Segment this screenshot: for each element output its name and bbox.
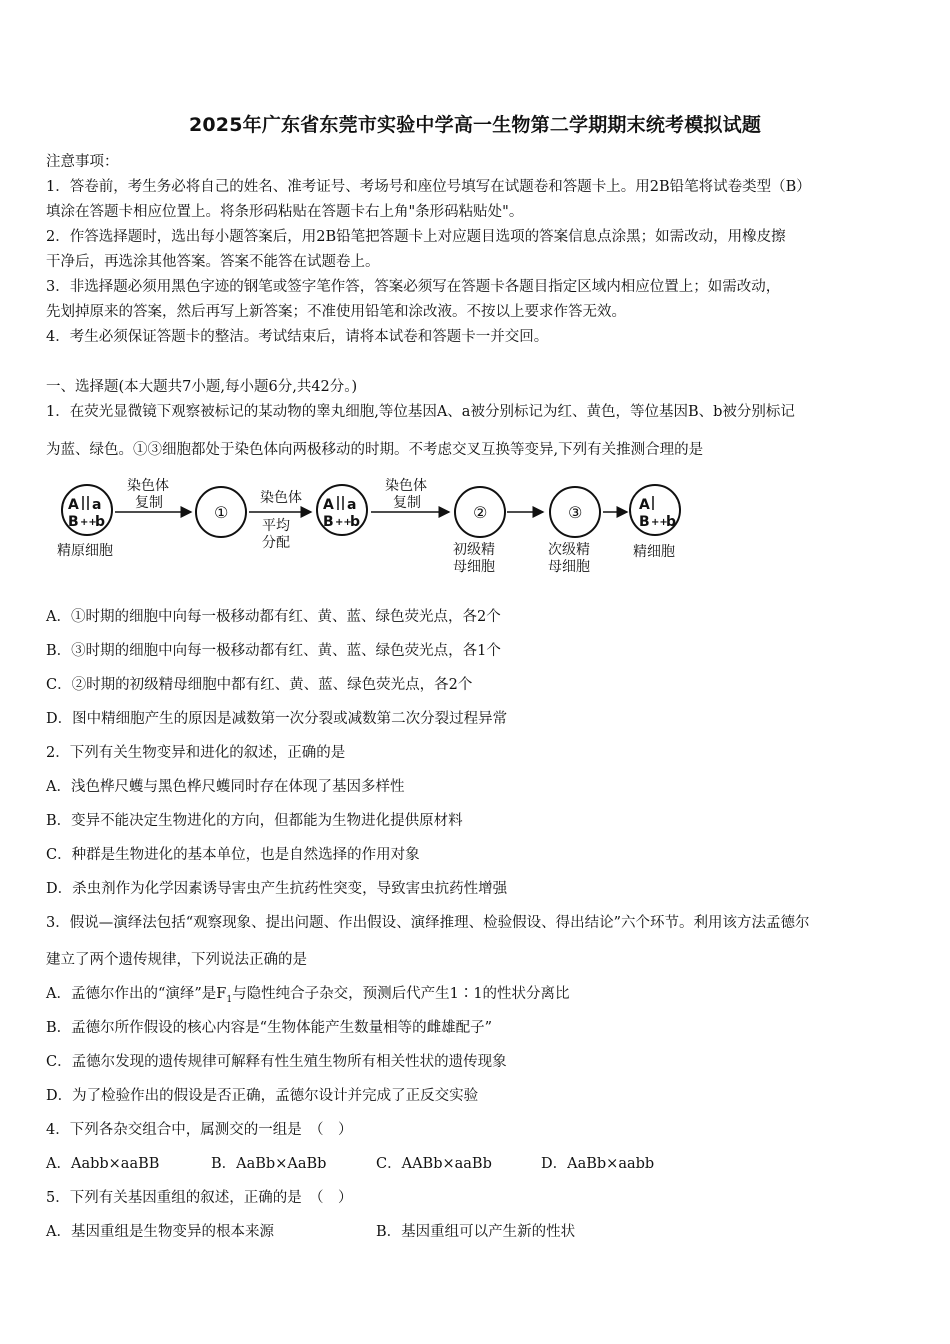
label-spermatogonium: 精原细胞 (57, 543, 113, 559)
arrow-label: 分配 (262, 535, 290, 551)
gene-label: B (323, 514, 334, 530)
label-secondary: 母细胞 (548, 559, 590, 575)
q5-stem: 5．下列有关基因重组的叙述，正确的是 （ ） (46, 1190, 353, 1206)
q4-option-a: A．Aabb×aaBB (46, 1156, 160, 1172)
label-sperm: 精细胞 (633, 544, 675, 560)
page-title: 2025年广东省东莞市实验中学高一生物第二学期期末统考模拟试题 (188, 114, 762, 136)
svg-text:++: ++ (651, 517, 668, 528)
notice-line: 先划掉原来的答案，然后再写上新答案；不准使用铅笔和涂改液。不按以上要求作答无效。 (46, 304, 626, 320)
arrow-label: 染色体 (385, 478, 427, 494)
gene-label: a (92, 497, 102, 513)
q1-option-b: B．③时期的细胞中向每一极移动都有红、黄、蓝、绿色荧光点，各1个 (46, 643, 501, 659)
gene-label: b (666, 514, 677, 530)
q5-option-a: A．基因重组是生物变异的根本来源 (46, 1224, 274, 1240)
svg-text:++: ++ (335, 517, 352, 528)
svg-text:++: ++ (80, 517, 97, 528)
q3-stem: 建立了两个遗传规律，下列说法正确的是 (46, 952, 307, 968)
notice-line: 干净后，再选涂其他答案。答案不能答在试题卷上。 (46, 254, 380, 270)
q1-option-d: D．图中精细胞产生的原因是减数第一次分裂或减数第二次分裂过程异常 (46, 711, 508, 727)
meiosis-diagram (55, 470, 705, 582)
q2-stem: 2．下列有关生物变异和进化的叙述，正确的是 (46, 745, 346, 761)
q2-option-d: D．杀虫剂作为化学因素诱导害虫产生抗药性突变，导致害虫抗药性增强 (46, 881, 508, 897)
arrow-label: 复制 (135, 495, 163, 511)
notice-line: 2．作答选择题时，选出每小题答案后，用2B铅笔把答题卡上对应题目选项的答案信息点涂黑；如需改动，用橡皮擦 (46, 229, 786, 245)
q4-option-c: C．AABb×aaBb (376, 1156, 492, 1172)
notice-line: 3．非选择题必须用黑色字迹的钢笔或签字笔作答，答案必须写在答题卡各题目指定区域内相应位置上；如需改动， (46, 279, 781, 295)
gene-label: b (95, 514, 106, 530)
notice-line: 填涂在答题卡相应位置上。将条形码粘贴在答题卡右上角"条形码粘贴处"。 (46, 204, 524, 220)
q3-option-b: B．孟德尔所作假设的核心内容是“生物体能产生数量相等的雌雄配子” (46, 1020, 492, 1036)
label-secondary: 次级精 (548, 542, 590, 558)
subscript: 1 (226, 994, 233, 1005)
q4-stem: 4．下列各杂交组合中，属测交的一组是 （ ） (46, 1122, 353, 1138)
gene-label: a (347, 497, 357, 513)
q4-option-d: D．AaBb×aabb (541, 1156, 655, 1172)
circle-label: ② (473, 503, 488, 522)
gene-label: b (350, 514, 361, 530)
q3-option-a (46, 984, 912, 1010)
notice-heading: 注意事项： (46, 154, 119, 170)
q2-option-b: B．变异不能决定生物进化的方向，但都能为生物进化提供原材料 (46, 813, 463, 829)
label-primary: 母细胞 (453, 559, 495, 575)
q3-option-a-post: 与隐性纯合子杂交，预测后代产生1∶1的性状分离比 (232, 986, 570, 1002)
gene-label: B (68, 514, 79, 530)
q1-stem: 为蓝、绿色。①③细胞都处于染色体向两极移动的时期。不考虑交叉互换等变异,下列有关推测合理的是 (46, 442, 704, 458)
label-primary: 初级精 (453, 542, 495, 558)
circle-label: ① (214, 503, 229, 522)
q3-option-d: D．为了检验作出的假设是否正确，孟德尔设计并完成了正反交实验 (46, 1088, 479, 1104)
section-heading: 一、选择题(本大题共7小题,每小题6分,共42分。) (46, 379, 358, 395)
circle-label: ③ (568, 503, 583, 522)
q2-option-a: A．浅色桦尺蠖与黑色桦尺蠖同时存在体现了基因多样性 (46, 779, 405, 795)
q1-option-c: C．②时期的初级精母细胞中都有红、黄、蓝、绿色荧光点，各2个 (46, 677, 473, 693)
arrow-label: 平均 (262, 518, 290, 534)
q3-stem: 3．假说—演绎法包括“观察现象、提出问题、作出假设、演绎推理、检验假设、得出结论”六个环节。利用该方法孟德尔 (46, 915, 810, 931)
gene-label: A (639, 497, 650, 513)
q5-option-b: B．基因重组可以产生新的性状 (376, 1224, 576, 1240)
arrow-label: 染色体 (127, 478, 169, 494)
arrow-label: 复制 (393, 495, 421, 511)
q2-option-c: C．种群是生物进化的基本单位，也是自然选择的作用对象 (46, 847, 420, 863)
arrow-label: 染色体 (260, 490, 302, 506)
gene-label: B (639, 514, 650, 530)
q3-option-a-pre: A．孟德尔作出的“演绎”是F (46, 986, 227, 1002)
notice-line: 4．考生必须保证答题卡的整洁。考试结束后，请将本试卷和答题卡一并交回。 (46, 329, 549, 345)
q1-stem: 1．在荧光显微镜下观察被标记的某动物的睾丸细胞,等位基因A、a被分别标记为红、黄色，等位基因B、b被分别标记 (46, 404, 795, 420)
q4-option-b: B．AaBb×AaBb (211, 1156, 327, 1172)
q1-option-a: A．①时期的细胞中向每一极移动都有红、黄、蓝、绿色荧光点，各2个 (46, 609, 501, 625)
gene-label: A (323, 497, 334, 513)
gene-label: A (68, 497, 79, 513)
q3-option-c: C．孟德尔发现的遗传规律可解释有性生殖生物所有相关性状的遗传现象 (46, 1054, 507, 1070)
notice-line: 1．答卷前，考生务必将自己的姓名、准考证号、考场号和座位号填写在试题卷和答题卡上。用2B铅笔将试卷类型（B） (46, 179, 811, 195)
